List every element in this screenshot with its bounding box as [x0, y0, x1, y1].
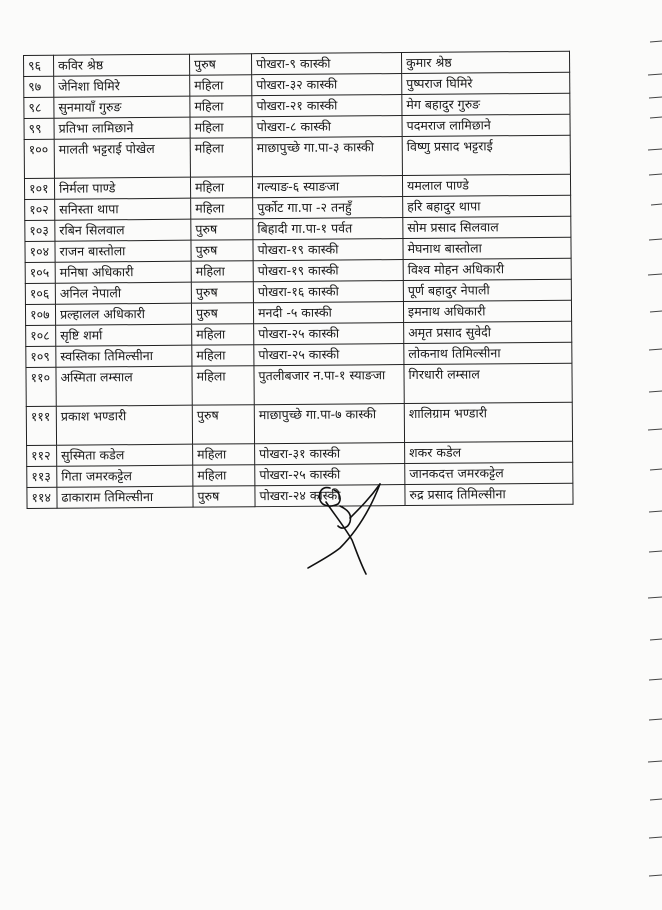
name-cell: अनिल नेपाली	[55, 282, 191, 304]
guardian-name-cell: शालिग्राम भण्डारी	[404, 402, 572, 442]
serial-number-cell: १०४	[25, 241, 55, 262]
serial-number-cell: १००	[24, 139, 54, 178]
serial-number-cell: ११३	[27, 466, 57, 487]
name-cell: मालती भट्टराई पोखेल	[54, 138, 190, 178]
gender-cell: महिला	[193, 465, 255, 486]
serial-number-cell: ११२	[27, 445, 57, 466]
guardian-name-cell: शकर कडेल	[405, 441, 573, 463]
table-row	[26, 402, 572, 445]
gender-cell: पुरुष	[193, 486, 255, 507]
address-cell: पोखरा-३२ कास्की	[252, 74, 402, 96]
serial-number-cell: १०३	[25, 220, 55, 241]
name-cell: निर्मला पाण्डे	[54, 177, 190, 199]
table-row	[26, 363, 572, 406]
name-cell: कविर श्रेष्ठ	[54, 54, 190, 76]
address-cell: पोखरा-१६ कास्की	[253, 281, 403, 303]
serial-number-cell: ९८	[24, 97, 54, 118]
student-roster-table	[23, 51, 574, 509]
gender-cell: महिला	[190, 177, 252, 198]
address-cell: मनदी -५ कास्की	[253, 302, 403, 324]
address-cell: पोखरा-२१ कास्की	[252, 95, 402, 117]
name-cell: राजन बास्तोला	[55, 240, 191, 262]
roster-table-body	[24, 51, 574, 508]
address-cell: पोखरा-८ कास्की	[252, 116, 402, 138]
name-cell: प्रतिभा लामिछाने	[54, 117, 190, 139]
name-cell: सुस्मिता कडेल	[57, 444, 193, 466]
gender-cell: पुरुष	[191, 303, 253, 324]
name-cell: सनिस्ता थापा	[55, 198, 191, 220]
name-cell: रबिन सिलवाल	[55, 219, 191, 241]
guardian-name-cell: मेघनाथ बास्तोला	[403, 237, 571, 259]
gender-cell: पुरुष	[191, 240, 253, 261]
gender-cell: महिला	[190, 138, 252, 177]
serial-number-cell: १११	[26, 406, 56, 445]
address-cell: पोखरा-९ कास्की	[251, 53, 401, 75]
serial-number-cell: १०१	[24, 178, 54, 199]
gender-cell: महिला	[193, 444, 255, 465]
address-cell: पोखरा-२४ कास्की	[255, 485, 405, 507]
serial-number-cell: १०९	[26, 346, 56, 367]
name-cell: जेनिशा घिमिरे	[54, 75, 190, 97]
guardian-name-cell: हरि बहादुर थापा	[403, 195, 571, 217]
gender-cell: महिला	[191, 261, 253, 282]
gender-cell: महिला	[192, 366, 254, 405]
handwritten-signature-icon	[300, 470, 410, 580]
address-cell: माछापुच्छे गा.पा-३ कास्की	[252, 137, 402, 177]
serial-number-cell: ९६	[24, 55, 54, 76]
guardian-name-cell: कुमार श्रेष्ठ	[401, 51, 569, 73]
address-cell: पुतलीबजार न.पा-१ स्याङजा	[254, 365, 404, 405]
serial-number-cell: १०५	[25, 262, 55, 283]
serial-number-cell: ९७	[24, 76, 54, 97]
address-cell: पोखरा-३१ कास्की	[255, 443, 405, 465]
guardian-name-cell: सोम प्रसाद सिलवाल	[403, 216, 571, 238]
address-cell: पोखरा-२५ कास्की	[255, 464, 405, 486]
gender-cell: महिला	[191, 198, 253, 219]
guardian-name-cell: इमनाथ अधिकारी	[403, 300, 571, 322]
serial-number-cell: १०८	[26, 325, 56, 346]
guardian-name-cell: रुद्र प्रसाद तिमिल्सीना	[405, 483, 573, 505]
name-cell: सुनमायाँ गुरुङ	[54, 96, 190, 118]
gender-cell: पुरुष	[192, 405, 254, 444]
guardian-name-cell: जानकदत्त जमरकट्टेल	[405, 462, 573, 484]
guardian-name-cell: पदमराज लामिछाने	[402, 114, 570, 136]
guardian-name-cell: यमलाल पाण्डे	[402, 174, 570, 196]
gender-cell: महिला	[190, 96, 252, 117]
gender-cell: पुरुष	[191, 282, 253, 303]
address-cell: माछापुच्छे गा.पा-७ कास्की	[254, 404, 404, 444]
name-cell: प्रकाश भण्डारी	[56, 405, 192, 445]
gender-cell: पुरुष	[189, 54, 251, 75]
address-cell: बिहादी गा.पा-१ पर्वत	[253, 218, 403, 240]
guardian-name-cell: विश्व मोहन अधिकारी	[403, 258, 571, 280]
serial-number-cell: १०६	[25, 283, 55, 304]
serial-number-cell: ११०	[26, 367, 56, 406]
name-cell: मनिषा अधिकारी	[55, 261, 191, 283]
gender-cell: महिला	[192, 345, 254, 366]
table-row	[24, 135, 570, 178]
gender-cell: महिला	[190, 75, 252, 96]
name-cell: प्रल्हालल अधिकारी	[55, 303, 191, 325]
address-cell: गल्याङ-६ स्याङजा	[252, 176, 402, 198]
serial-number-cell: १०७	[25, 304, 55, 325]
page-edge-marks	[622, 0, 662, 910]
address-cell: पोखरा-१९ कास्की	[253, 239, 403, 261]
serial-number-cell: ९९	[24, 118, 54, 139]
guardian-name-cell: गिरधारी लम्साल	[404, 363, 572, 403]
gender-cell: महिला	[190, 117, 252, 138]
guardian-name-cell: मेग बहादुर गुरुङ	[402, 93, 570, 115]
guardian-name-cell: पुष्पराज घिमिरे	[402, 72, 570, 94]
gender-cell: पुरुष	[191, 219, 253, 240]
serial-number-cell: १०२	[25, 199, 55, 220]
guardian-name-cell: लोकनाथ तिमिल्सीना	[404, 342, 572, 364]
guardian-name-cell: अमृत प्रसाद सुवेदी	[404, 321, 572, 343]
address-cell: पोखरा-१९ कास्की	[253, 260, 403, 282]
name-cell: ढाकाराम तिमिल्सीना	[57, 486, 193, 508]
guardian-name-cell: विष्णु प्रसाद भट्टराई	[402, 135, 570, 175]
name-cell: सृष्टि शर्मा	[56, 324, 192, 346]
address-cell: पोखरा-२५ कास्की	[254, 344, 404, 366]
address-cell: पुर्कोट गा.पा -२ तनहुँ	[253, 197, 403, 219]
name-cell: गिता जमरकट्टेल	[57, 465, 193, 487]
serial-number-cell: ११४	[27, 487, 57, 508]
address-cell: पोखरा-२५ कास्की	[254, 323, 404, 345]
name-cell: स्वस्तिका तिमिल्सीना	[56, 345, 192, 367]
name-cell: अस्मिता लम्साल	[56, 366, 192, 406]
guardian-name-cell: पूर्ण बहादुर नेपाली	[403, 279, 571, 301]
gender-cell: महिला	[192, 324, 254, 345]
